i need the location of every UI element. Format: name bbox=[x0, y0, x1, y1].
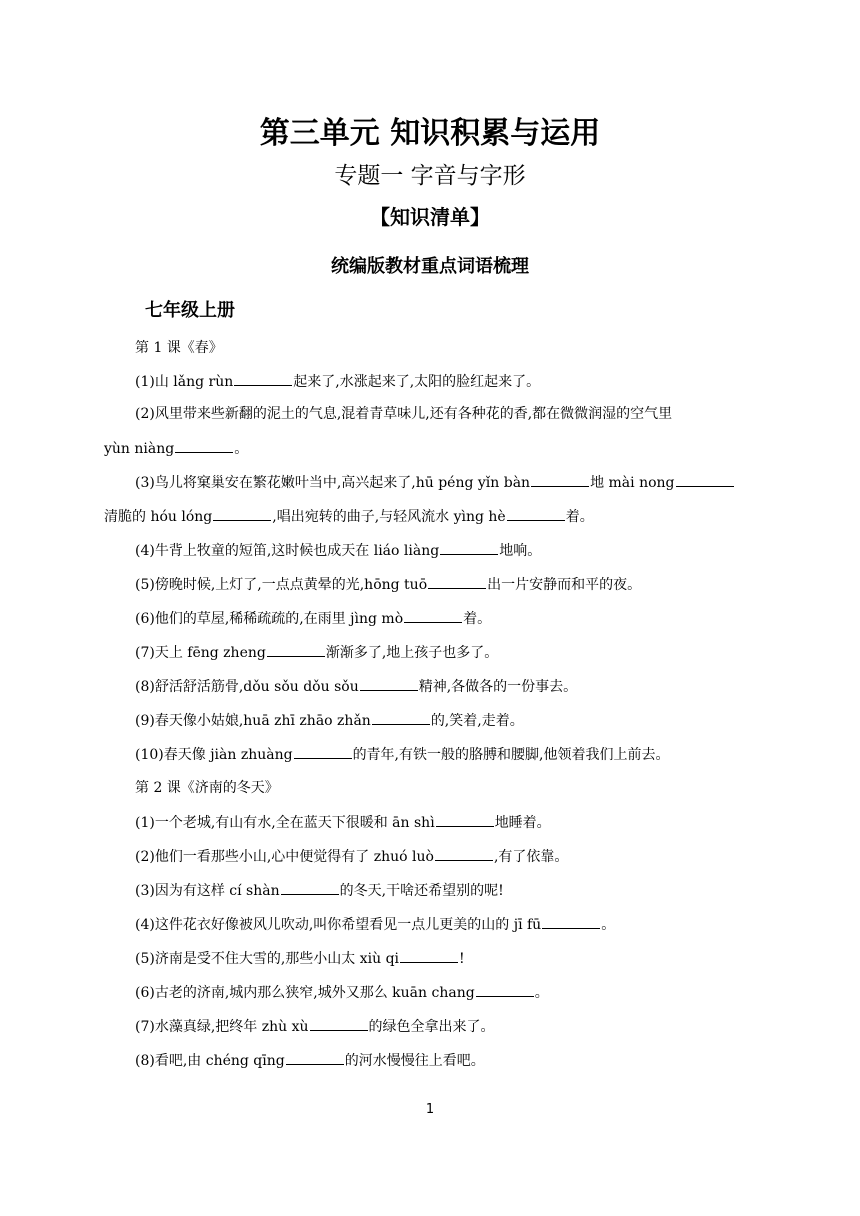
question-text: (6)古老的济南,城内那么狭窄,城外又那么 kuān chang bbox=[135, 985, 475, 1001]
question-text: 地睡着。 bbox=[494, 815, 551, 831]
question-text: 。 bbox=[601, 917, 616, 933]
question-text: 地响。 bbox=[499, 543, 542, 559]
question-text: ,有了依靠。 bbox=[493, 849, 569, 865]
question-item bbox=[135, 404, 672, 424]
lesson-title: 第 1 课《春》 bbox=[135, 340, 223, 356]
answer-blank bbox=[267, 642, 325, 657]
answer-blank bbox=[440, 540, 498, 555]
question-item bbox=[135, 948, 465, 969]
answer-blank bbox=[310, 1016, 368, 1031]
question-item bbox=[135, 812, 551, 833]
question-text: 的冬天,干啥还希望别的呢! bbox=[339, 883, 504, 899]
answer-blank bbox=[476, 982, 534, 997]
question-text: 。 bbox=[234, 441, 249, 457]
question-text: (6)他们的草屋,稀稀疏疏的,在雨里 jìng mò bbox=[135, 611, 404, 627]
question-text: 出一片安静而和平的夜。 bbox=[487, 577, 642, 593]
answer-blank bbox=[507, 506, 565, 521]
question-text: 起来了,水涨起来了,太阳的脸红起来了。 bbox=[293, 374, 541, 390]
question-text: (8)舒活舒活筋骨,dǒu sǒu dǒu sǒu bbox=[135, 679, 359, 695]
question-text: yùn niàng bbox=[104, 441, 175, 457]
question-text: (7)天上 fēng zheng bbox=[135, 645, 266, 661]
answer-blank bbox=[404, 608, 462, 623]
unit-title: 第三单元 知识积累与运用 bbox=[259, 116, 601, 151]
answer-blank bbox=[542, 914, 600, 929]
question-text: 渐渐多了,地上孩子也多了。 bbox=[325, 645, 499, 661]
question-text: 的青年,有铁一般的胳膊和腰脚,他领着我们上前去。 bbox=[352, 747, 670, 763]
question-item bbox=[135, 574, 641, 595]
answer-blank bbox=[435, 846, 493, 861]
question-text: (2)风里带来些新翻的泥土的气息,混着青草味儿,还有各种花的香,都在微微润湿的空气里 bbox=[135, 406, 673, 422]
answer-blank bbox=[372, 710, 430, 725]
question-text: 的绿色全拿出来了。 bbox=[368, 1019, 495, 1035]
answer-blank bbox=[531, 472, 589, 487]
question-text: 着。 bbox=[463, 611, 492, 627]
question-text: (3)因为有这样 cí shàn bbox=[135, 883, 280, 899]
subsection-title: 统编版教材重点词语梳理 bbox=[331, 256, 529, 277]
answer-blank bbox=[234, 371, 292, 386]
answer-blank bbox=[286, 1050, 344, 1065]
question-text: 。 bbox=[534, 985, 549, 1001]
question-item bbox=[135, 642, 498, 663]
question-item bbox=[135, 608, 491, 629]
question-item bbox=[135, 744, 669, 765]
question-text: (4)这件花衣好像被风儿吹动,叫你希望看见一点儿更美的山的 jī fū bbox=[135, 917, 542, 933]
question-text: 的,笑着,走着。 bbox=[430, 713, 524, 729]
grade-heading: 七年级上册 bbox=[145, 300, 235, 321]
question-text: (5)济南是受不住大雪的,那些小山太 xiù qi bbox=[135, 951, 400, 967]
question-item bbox=[135, 1016, 495, 1037]
question-item bbox=[135, 371, 540, 392]
question-text: 着。 bbox=[565, 509, 594, 525]
answer-blank bbox=[428, 574, 486, 589]
question-item bbox=[135, 914, 615, 935]
answer-blank bbox=[360, 676, 418, 691]
answer-blank bbox=[294, 744, 352, 759]
question-text: (4)牛背上牧童的短笛,这时候也成天在 liáo liàng bbox=[135, 543, 440, 559]
question-continuation bbox=[104, 506, 594, 527]
question-text: (2)他们一看那些小山,心中便觉得有了 zhuó luò bbox=[135, 849, 434, 865]
question-text: 精神,各做各的一份事去。 bbox=[418, 679, 578, 695]
question-item bbox=[135, 540, 541, 561]
question-item bbox=[135, 880, 504, 901]
question-text: 清脆的 hóu lóng bbox=[104, 509, 213, 525]
answer-blank bbox=[281, 880, 339, 895]
question-item bbox=[135, 846, 568, 867]
question-item bbox=[135, 982, 549, 1003]
question-text: ! bbox=[459, 951, 465, 967]
question-text: (5)傍晚时候,上灯了,一点点黄晕的光,hōng tuō bbox=[135, 577, 428, 593]
answer-blank bbox=[400, 948, 458, 963]
question-text: (1)一个老城,有山有水,全在蓝天下很暖和 ān shì bbox=[135, 815, 435, 831]
question-item bbox=[135, 676, 577, 697]
question-text: (10)春天像 jiàn zhuàng bbox=[135, 747, 293, 763]
lesson-title: 第 2 课《济南的冬天》 bbox=[135, 780, 279, 796]
question-text: 的河水慢慢往上看吧。 bbox=[344, 1053, 485, 1069]
question-text: (1)山 lǎng rùn bbox=[135, 374, 234, 390]
answer-blank bbox=[676, 472, 734, 487]
question-item bbox=[135, 1050, 485, 1071]
question-text: ,唱出宛转的曲子,与轻风流水 yìng hè bbox=[272, 509, 506, 525]
question-text: (8)看吧,由 chéng qīng bbox=[135, 1053, 285, 1069]
section-title: 【知识清单】 bbox=[370, 205, 490, 229]
question-text: 地 mài nong bbox=[590, 475, 675, 491]
page-number: 1 bbox=[425, 1102, 435, 1117]
question-item bbox=[135, 710, 524, 731]
answer-blank bbox=[213, 506, 271, 521]
answer-blank bbox=[175, 438, 233, 453]
question-text: (9)春天像小姑娘,huā zhī zhāo zhǎn bbox=[135, 713, 371, 729]
topic-title: 专题一 字音与字形 bbox=[334, 163, 526, 189]
answer-blank bbox=[436, 812, 494, 827]
question-text: (7)水藻真绿,把终年 zhù xù bbox=[135, 1019, 309, 1035]
question-item bbox=[135, 472, 735, 493]
question-continuation bbox=[104, 438, 248, 459]
question-text: (3)鸟儿将窠巢安在繁花嫩叶当中,高兴起来了,hū péng yǐn bàn bbox=[135, 475, 531, 491]
